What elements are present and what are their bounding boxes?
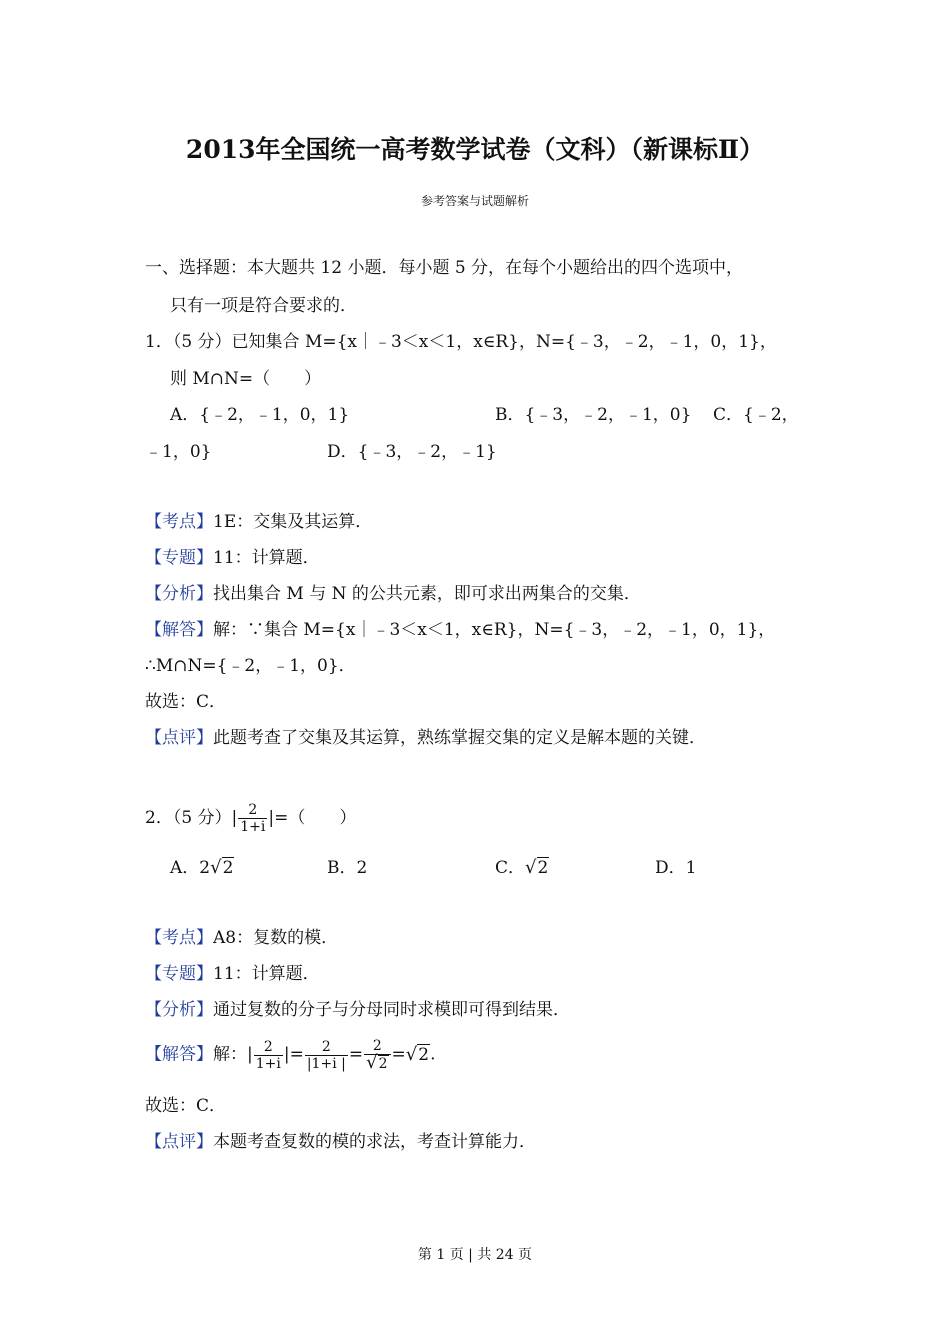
q1-dianping [145, 726, 706, 750]
q2-fraction [238, 802, 267, 835]
q2-answer: 故选：C． [145, 1096, 227, 1116]
page-subtitle: 参考答案与试题解析 [420, 194, 529, 208]
section-heading: 一、选择题：本大题共 12 小题．每小题 5 分，在每个小题给出的四个选项中， [145, 258, 744, 278]
q2-jieda: 【解答】解：| $\frac{2}{1+i}$ |= $\frac{2}{|1+i |}$ = $\frac{2}{√2}$ =√2. [145, 1038, 436, 1073]
q2-option-c [495, 856, 549, 880]
q2-jieda-frac-2: $\frac{2}{|1+i |}$ [306, 1038, 346, 1072]
tag-fenxi: 【分析】 [145, 1000, 213, 1020]
tag-fenxi: 【分析】 [145, 584, 213, 604]
q1-stem: 1．（5 分）已知集合 M={x｜﹣3＜x＜1，x∈R}，N={﹣3，﹣2，﹣1，0，1}， [145, 332, 777, 352]
q1-jieda [145, 618, 775, 642]
tag-kaodian: 【考点】 [145, 512, 213, 532]
q2-jieda-frac-3: $\frac{2}{√2}$ [364, 1038, 390, 1072]
q2-jieda-eq3: = [391, 1044, 406, 1065]
tag-kaodian: 【考点】 [145, 928, 213, 948]
q1-kaodian-text: 1E：交集及其运算． [213, 512, 373, 532]
q1-zhuanti-text: 11：计算题． [213, 548, 320, 568]
sqrt-symbol: √2 [210, 857, 234, 878]
page-footer: 第 1 页 | 共 24 页 [417, 1247, 533, 1263]
q2-frac-den: 1+i [240, 819, 266, 835]
q2-jieda-frac-1: $\frac{2}{1+i}$ [255, 1038, 281, 1072]
tag-zhuanti: 【专题】 [145, 548, 213, 568]
q1-dianping-text: 此题考查了交集及其运算，熟练掌握交集的定义是解本题的关键． [213, 728, 706, 748]
section-heading-cont: 只有一项是符合要求的． [170, 296, 357, 316]
q1-jieda-cont: ∴M∩N={﹣2，﹣1，0}． [145, 656, 356, 676]
sqrt-symbol: √2 [405, 1043, 430, 1065]
q1-option-a: A．{﹣2，﹣1，0，1} [170, 405, 350, 425]
q1-fenxi [145, 582, 641, 606]
q1-kaodian [145, 510, 372, 534]
q2-fenxi-text: 通过复数的分子与分母同时求模即可得到结果． [213, 1000, 570, 1020]
q2-zhuanti-text: 11：计算题． [213, 964, 320, 984]
q2-stem-suffix: |=（ ） [268, 808, 357, 828]
q2-kaodian-text: A8：复数的模． [213, 928, 339, 948]
q2-zhuanti [145, 962, 320, 986]
q2-kaodian [145, 926, 338, 950]
q2-frac-num: 2 [248, 802, 258, 818]
q2-stem [145, 802, 356, 835]
q2-option-b: B．2 [327, 858, 368, 878]
q2-jieda-eq1: |= [283, 1044, 304, 1065]
tag-zhuanti: 【专题】 [145, 964, 213, 984]
q2-option-d: D．1 [655, 858, 697, 878]
q2-option-a [170, 856, 234, 880]
q1-zhuanti [145, 546, 320, 570]
q1-option-d: D．{﹣3，﹣2，﹣1} [327, 442, 497, 462]
sqrt-symbol: √2 [366, 1052, 388, 1073]
page-title: 2013年全国统一高考数学试卷（文科）（新课标Ⅱ） [185, 135, 765, 164]
q2-jieda-prefix: 解：| [213, 1044, 253, 1065]
q1-option-c-cont: ﹣1，0} [145, 442, 212, 462]
q2-option-a-label: A．2 [170, 858, 211, 878]
tag-dianping: 【点评】 [145, 1132, 213, 1152]
q2-dianping-text: 本题考查复数的模的求法，考查计算能力． [213, 1132, 536, 1152]
q1-stem-cont: 则 M∩N=（ ） [170, 369, 322, 389]
q2-jieda-eq2: = [348, 1044, 364, 1065]
q2-fenxi [145, 998, 570, 1022]
q1-fenxi-text: 找出集合 M 与 N 的公共元素，即可求出两集合的交集． [213, 584, 641, 604]
q1-option-b: B．{﹣3，﹣2，﹣1，0} [495, 405, 692, 425]
sqrt-symbol: √2 [525, 857, 549, 878]
q2-option-c-label: C． [495, 858, 526, 878]
q1-answer: 故选：C． [145, 692, 227, 712]
tag-jieda: 【解答】 [145, 1044, 213, 1065]
q1-jieda-text: 解：∵集合 M={x｜﹣3＜x＜1，x∈R}，N={﹣3，﹣2，﹣1，0，1}， [213, 620, 776, 640]
tag-jieda: 【解答】 [145, 620, 213, 640]
q1-option-c: C．{﹣2， [713, 405, 799, 425]
q2-stem-prefix: 2．（5 分）| [145, 808, 238, 828]
tag-dianping: 【点评】 [145, 728, 213, 748]
q2-dianping [145, 1130, 536, 1154]
